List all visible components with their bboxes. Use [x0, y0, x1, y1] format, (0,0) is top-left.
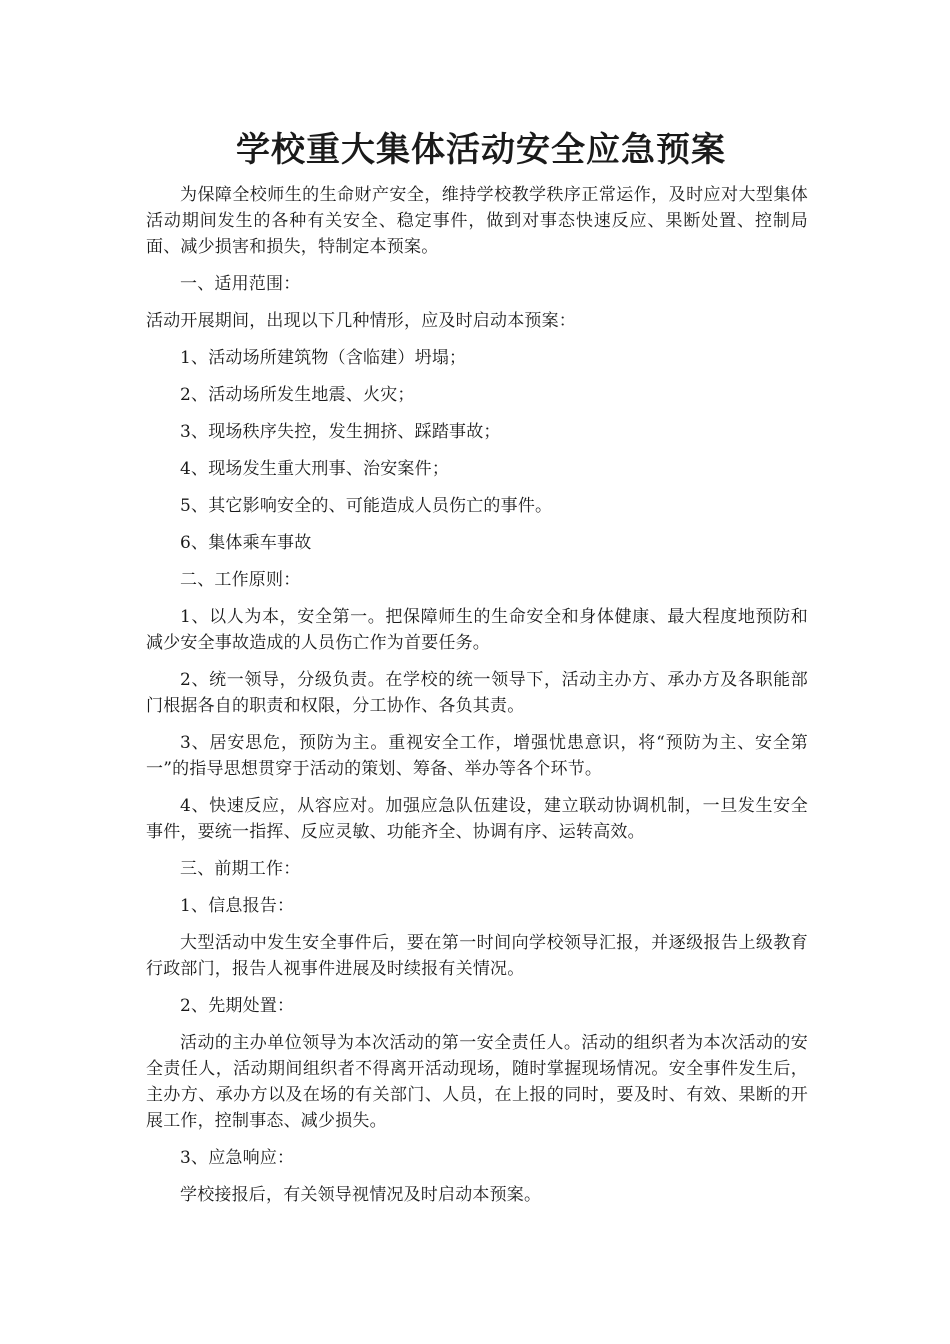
paragraph: 3、现场秩序失控，发生拥挤、踩踏事故；	[180, 422, 501, 442]
paragraph: 大型活动中发生安全事件后，要在第一时间向学校领导汇报，并逐级报告上级教育行政部门，报告人视事件进展及时续报有关情况。	[146, 933, 808, 979]
paragraph: 二、工作原则：	[180, 570, 301, 590]
document-title: 学校重大集体活动安全应急预案	[236, 130, 726, 170]
document-body	[146, 182, 808, 1208]
paragraph: 1、以人为本，安全第一。把保障师生的生命安全和身体健康、最大程度地预防和减少安全事故造成的人员伤亡作为首要任务。	[146, 607, 808, 653]
paragraph: 学校接报后，有关领导视情况及时启动本预案。	[180, 1185, 542, 1205]
paragraph: 4、快速反应，从容应对。加强应急队伍建设，建立联动协调机制，一旦发生安全事件，要统一指挥、反应灵敏、功能齐全、协调有序、运转高效。	[146, 796, 808, 842]
paragraph: 活动的主办单位领导为本次活动的第一安全责任人。活动的组织者为本次活动的安全责任人，活动期间组织者不得离开活动现场，随时掌握现场情况。安全事件发生后，主办方、承办方以及在场的有关部门、人员，在上报的同时，要及时、有效、果断的开展工作，控制事态、减少损失。	[146, 1033, 808, 1131]
paragraph: 一、适用范围：	[180, 274, 301, 294]
paragraph: 1、信息报告：	[180, 896, 295, 916]
paragraph: 2、统一领导，分级负责。在学校的统一领导下，活动主办方、承办方及各职能部门根据各自的职责和权限，分工协作、各负其责。	[146, 670, 808, 716]
paragraph: 三、前期工作：	[180, 859, 301, 879]
paragraph: 2、活动场所发生地震、火灾；	[180, 385, 415, 405]
paragraph: 1、活动场所建筑物（含临建）坍塌；	[180, 348, 467, 368]
paragraph: 为保障全校师生的生命财产安全，维持学校教学秩序正常运作，及时应对大型集体活动期间发生的各种有关安全、稳定事件，做到对事态快速反应、果断处置、控制局面、减少损害和损失，特制定本预案。	[146, 185, 808, 257]
paragraph: 4、现场发生重大刑事、治安案件；	[180, 459, 450, 479]
paragraph: 活动开展期间，出现以下几种情形，应及时启动本预案：	[146, 311, 576, 331]
paragraph: 2、先期处置：	[180, 996, 295, 1016]
paragraph: 5、其它影响安全的、可能造成人员伤亡的事件。	[180, 496, 553, 516]
paragraph: 3、应急响应：	[180, 1148, 295, 1168]
document-page	[146, 128, 808, 1219]
paragraph: 6、集体乘车事故	[180, 533, 312, 553]
paragraph: 3、居安思危，预防为主。重视安全工作，增强忧患意识，将“预防为主、安全第一”的指导思想贯穿于活动的策划、筹备、举办等各个环节。	[146, 733, 808, 779]
